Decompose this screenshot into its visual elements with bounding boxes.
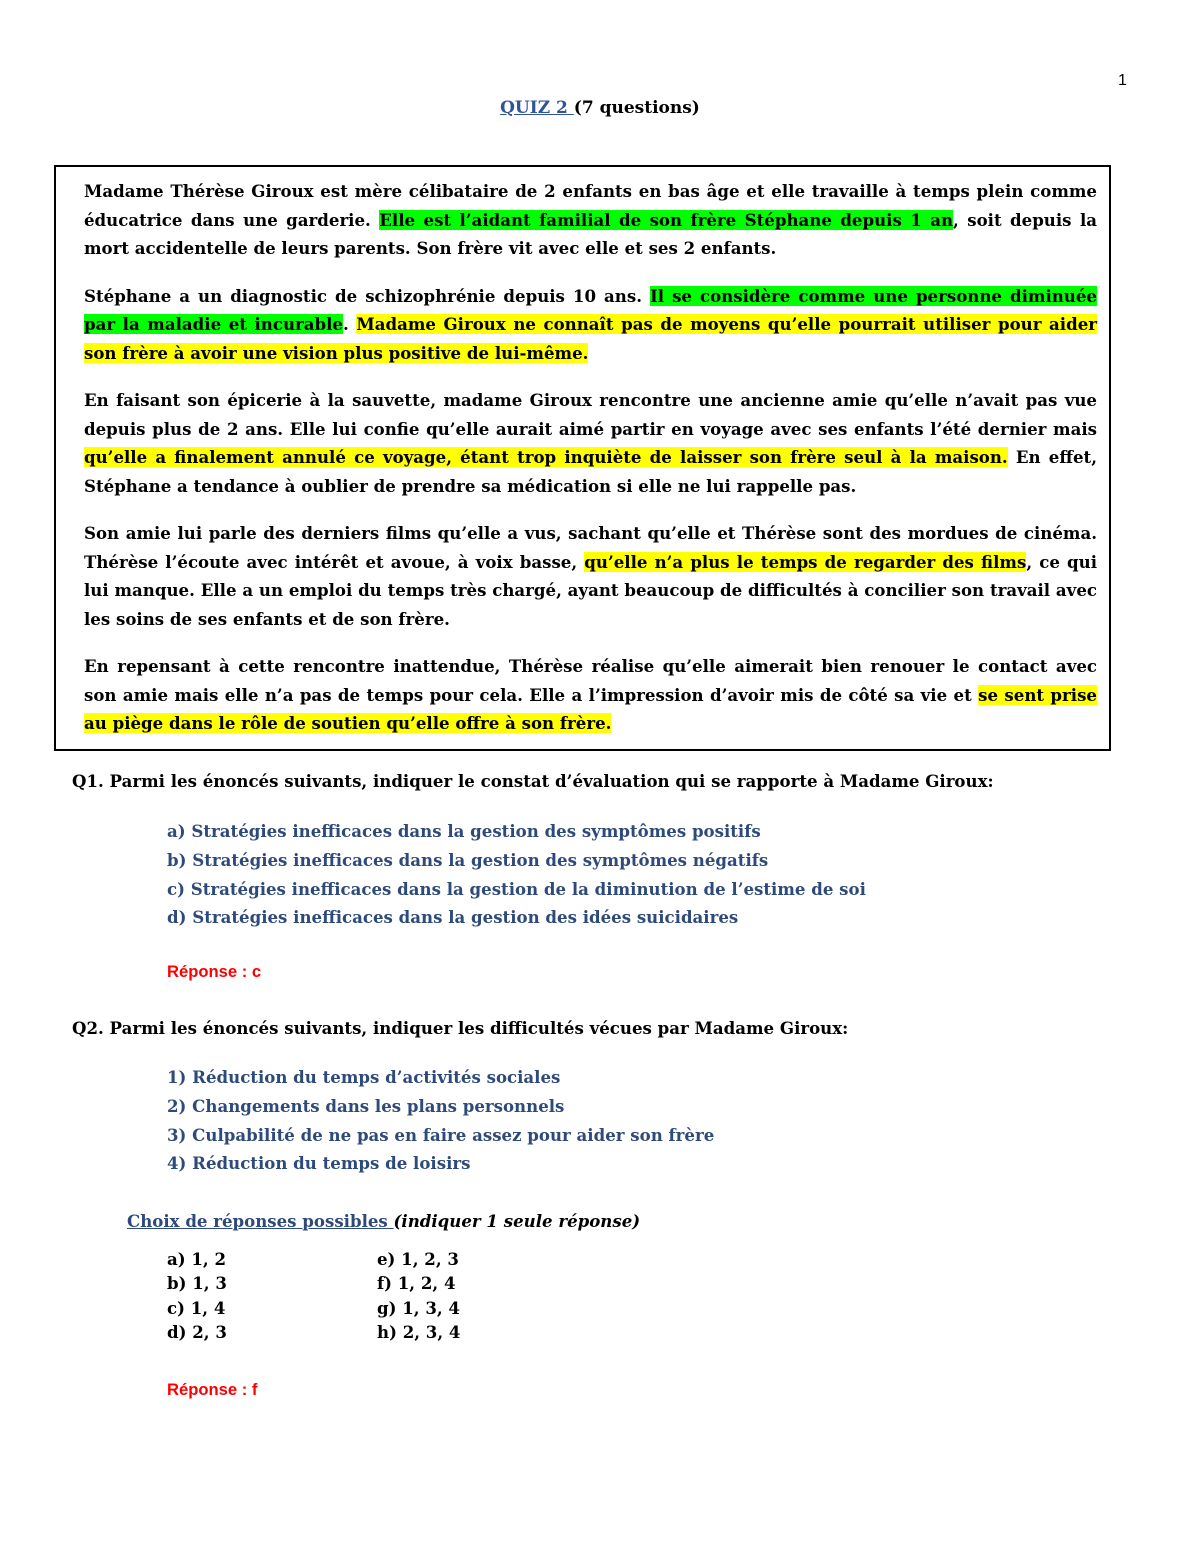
q1-option-b: b) Stratégies inefficaces dans la gestion des symptômes négatifs — [167, 849, 769, 870]
q1-option-d: d) Stratégies inefficaces dans la gestion des idées suicidaires — [167, 907, 739, 928]
page-number: 1 — [1118, 72, 1127, 89]
case-study-box — [54, 165, 1111, 751]
q2-answer: Réponse : f — [167, 1380, 258, 1399]
case-text: Son amie lui parle des derniers films qu’elle a vus, sachant qu’elle et Thérèse sont des mordues de cinéma. Thérèse l’écoute avec intérêt et avoue, à voix basse, — [84, 523, 1097, 572]
yellow-highlight: qu’elle a finalement annulé ce voyage, étant trop inquiète de laisser son frère seul à la maison. — [84, 447, 1008, 467]
choice-c: c) 1, 4 — [167, 1297, 226, 1318]
choice-a: a) 1, 2 — [167, 1249, 227, 1269]
choice-g: g) 1, 3, 4 — [377, 1297, 460, 1318]
question-1-options — [167, 817, 866, 932]
green-highlight: Il se considère comme une personne diminuée par la maladie et incurable — [84, 285, 1097, 334]
case-text: , soit depuis la mort accidentelle de leurs parents. Son frère vit avec elle et ses 2 enfants. — [84, 209, 1098, 258]
q2-option-4: 4) Réduction du temps de loisirs — [167, 1153, 471, 1174]
q1-answer: Réponse : c — [167, 962, 262, 981]
case-paragraph-2 — [84, 282, 1097, 368]
yellow-highlight: Madame Giroux ne connaît pas de moyens qu’elle pourrait utiliser pour aider son frère à avoir une vision plus positive de lui-même. — [84, 314, 1098, 363]
yellow-highlight: qu’elle n’a plus le temps de regarder des films — [584, 551, 1027, 572]
case-text: , ce qui lui manque. Elle a un emploi du temps très chargé, ayant beaucoup de difficultés à concilier son travail avec les soins de ses enfants et de son frère. — [84, 551, 1098, 629]
q1-option-a: a) Stratégies inefficaces dans la gestion des symptômes positifs — [167, 821, 761, 841]
choices-title-link[interactable]: Choix de réponses possibles — [127, 1211, 394, 1231]
yellow-highlight: se sent prise au piège dans le rôle de soutien qu’elle offre à son frère. — [84, 684, 1097, 733]
choice-d: d) 2, 3 — [167, 1322, 227, 1343]
choice-h: h) 2, 3, 4 — [377, 1322, 461, 1343]
case-text: En effet, Stéphane a tendance à oublier de prendre sa médication si elle ne lui rappelle pas. — [84, 447, 1097, 496]
q2-option-3: 3) Culpabilité de ne pas en faire assez pour aider son frère — [167, 1124, 715, 1145]
question-2: Q2. Parmi les énoncés suivants, indiquer les difficultés vécues par Madame Giroux: — [72, 1018, 849, 1038]
case-paragraph-4 — [84, 519, 1097, 633]
q2-option-2: 2) Changements dans les plans personnels — [167, 1095, 565, 1116]
case-text: En repensant à cette rencontre inattendue, Thérèse réalise qu’elle aimerait bien renouer le contact avec son amie mais elle n’a pas de temps pour cela. Elle a l’impression d’avoir mis de côté sa vie et — [84, 656, 1097, 705]
page-title — [0, 98, 1200, 118]
choice-e: e) 1, 2, 3 — [377, 1249, 459, 1269]
choices-note: (indiquer 1 seule réponse) — [393, 1211, 641, 1231]
case-paragraph-1 — [84, 177, 1097, 263]
question-1: Q1. Parmi les énoncés suivants, indiquer le constat d’évaluation qui se rapporte à Madame Giroux: — [72, 771, 994, 791]
choices-grid — [167, 1247, 487, 1345]
quiz-title-count: (7 questions) — [573, 98, 700, 118]
green-highlight: Elle est l’aidant familial de son frère Stéphane depuis 1 an — [379, 209, 954, 230]
case-paragraph-3 — [84, 386, 1097, 500]
quiz-title-link[interactable]: QUIZ 2 — [500, 98, 574, 118]
question-2-options — [167, 1063, 714, 1178]
q2-option-1: 1) Réduction du temps d’activités sociales — [167, 1067, 561, 1087]
case-text: . — [342, 314, 357, 334]
case-paragraph-5 — [84, 652, 1097, 738]
choice-b: b) 1, 3 — [167, 1273, 227, 1294]
case-text: Stéphane a un diagnostic de schizophrénie depuis 10 ans. — [84, 285, 650, 306]
q1-option-c: c) Stratégies inefficaces dans la gestion de la diminution de l’estime de soi — [167, 878, 866, 899]
choices-heading — [127, 1211, 640, 1231]
case-text: En faisant son épicerie à la sauvette, madame Giroux rencontre une ancienne amie qu’elle n’avait pas vue depuis plus de 2 ans. Elle lui confie qu’elle aurait aimé partir en voyage avec ses enfants l’été dernier mais — [84, 390, 1097, 439]
case-text: Madame Thérèse Giroux est mère célibataire de 2 enfants en bas âge et elle travaille à temps plein comme éducatrice dans une garderie. — [84, 181, 1097, 230]
choice-f: f) 1, 2, 4 — [377, 1273, 456, 1294]
